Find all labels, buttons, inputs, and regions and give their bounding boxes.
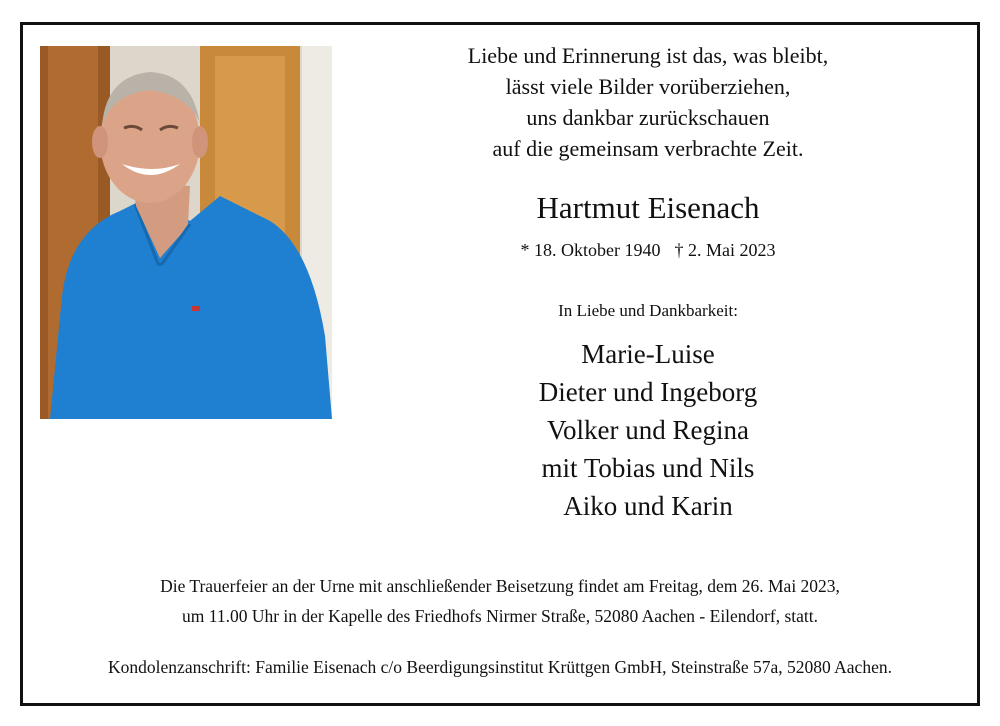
thanks-line: In Liebe und Dankbarkeit:: [558, 301, 738, 320]
condolence-address: Kondolenzanschrift: Familie Eisenach c/o Beerdigungsinstitut Krüttgen GmbH, Steinstraße 57a, 52080 Aachen.: [108, 657, 892, 677]
text-column: [398, 40, 898, 525]
birth-date: * 18. Oktober 1940: [520, 240, 661, 260]
service-line: Die Trauerfeier an der Urne mit anschließender Beisetzung findet am Freitag, dem 26. Mai 2023,: [160, 576, 840, 596]
life-dates: [398, 240, 898, 261]
poem-line: auf die gemeinsam verbrachte Zeit.: [492, 136, 804, 161]
deceased-name: Hartmut Eisenach: [536, 190, 760, 225]
family-list: [398, 335, 898, 525]
funeral-service-info: [40, 571, 960, 631]
family-member: Marie-Luise: [581, 339, 715, 369]
family-member: Aiko und Karin: [563, 491, 733, 521]
family-member: mit Tobias und Nils: [541, 453, 755, 483]
poem-line: Liebe und Erinnerung ist das, was bleibt,: [467, 43, 829, 68]
death-date: † 2. Mai 2023: [674, 240, 776, 260]
portrait-photo: [40, 46, 332, 419]
service-line: um 11.00 Uhr in der Kapelle des Friedhofs Nirmer Straße, 52080 Aachen - Eilendorf, statt.: [182, 606, 818, 626]
family-member: Volker und Regina: [547, 415, 749, 445]
poem-line: lässt viele Bilder vorüberziehen,: [505, 74, 791, 99]
family-member: Dieter und Ingeborg: [538, 377, 758, 407]
poem-line: uns dankbar zurückschauen: [526, 105, 770, 130]
memorial-poem: [398, 40, 898, 164]
